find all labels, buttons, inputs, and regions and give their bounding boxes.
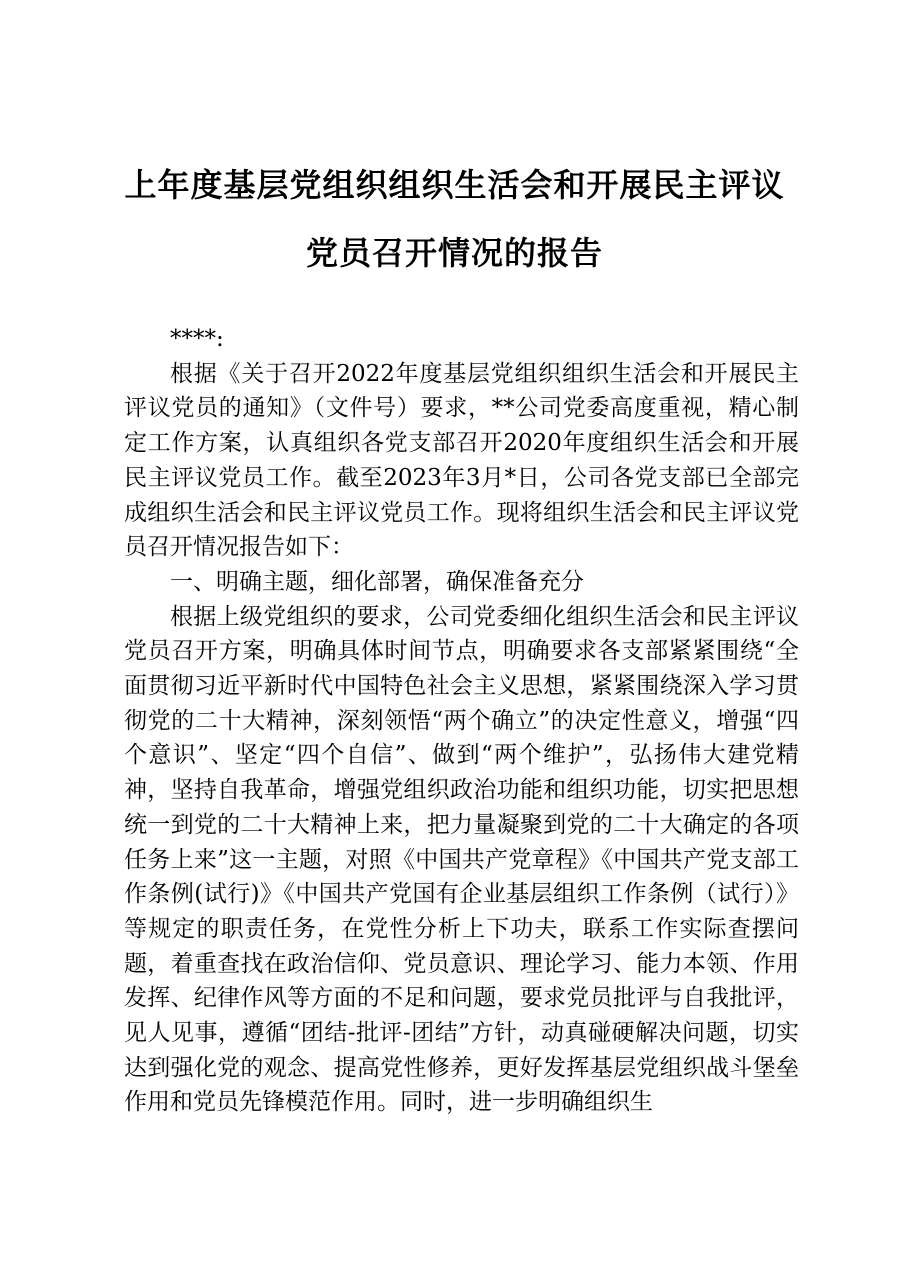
- section-heading-1: 一、明确主题，细化部署，确保准备充分: [170, 568, 584, 595]
- document-body: [124, 322, 799, 1120]
- document-title-line-2: 党员召开情况的报告: [305, 234, 603, 272]
- paragraph-intro: 根据《关于召开2022年度基层党组织组织生活会和开展民主评议党员的通知》（文件号）要求，**公司党委高度重视，精心制定工作方案，认真组织各党支部召开2020年度组织生活会和开展民主评议党员工作。截至2023年3月*日，公司各党支部已全部完成组织生活会和民主评议党员工作。现将组织生活会和民主评议党员召开情况报告如下：: [124, 360, 799, 561]
- salutation: ****:: [170, 326, 224, 352]
- paragraph-section-1: 根据上级党组织的要求，公司党委细化组织生活会和民主评议党员召开方案，明确具体时间节点，明确要求各支部紧紧围绕“全面贯彻习近平新时代中国特色社会主义思想，紧紧围绕深入学习贯彻党的二十大精神，深刻领悟“两个确立”的决定性意义，增强“四个意识”、坚定“四个自信”、做到“两个维护”，弘扬伟大建党精神，坚持自我革命，增强党组织政治功能和组织功能，切实把思想统一到党的二十大精神上来，把力量凝聚到党的二十大确定的各项任务上来”这一主题，对照《中国共产党章程》《中国共产党支部工作条例(试行)》《中国共产党国有企业基层组织工作条例（试行）》等规定的职责任务，在党性分析上下功夫，联系工作实际查摆问题，着重查找在政治信仰、党员意识、理论学习、能力本领、作用发挥、纪律作风等方面的不足和问题，要求党员批评与自我批评，见人见事，遵循“团结-批评-团结”方针，动真碰硬解决问题，切实达到强化党的观念、提高党性修养，更好发挥基层党组织战斗堡垒作用和党员先锋模范作用。同时，进一步明确组织生: [124, 603, 799, 1116]
- document-title-line-1: 上年度基层党组织组织生活会和开展民主评议: [124, 166, 785, 204]
